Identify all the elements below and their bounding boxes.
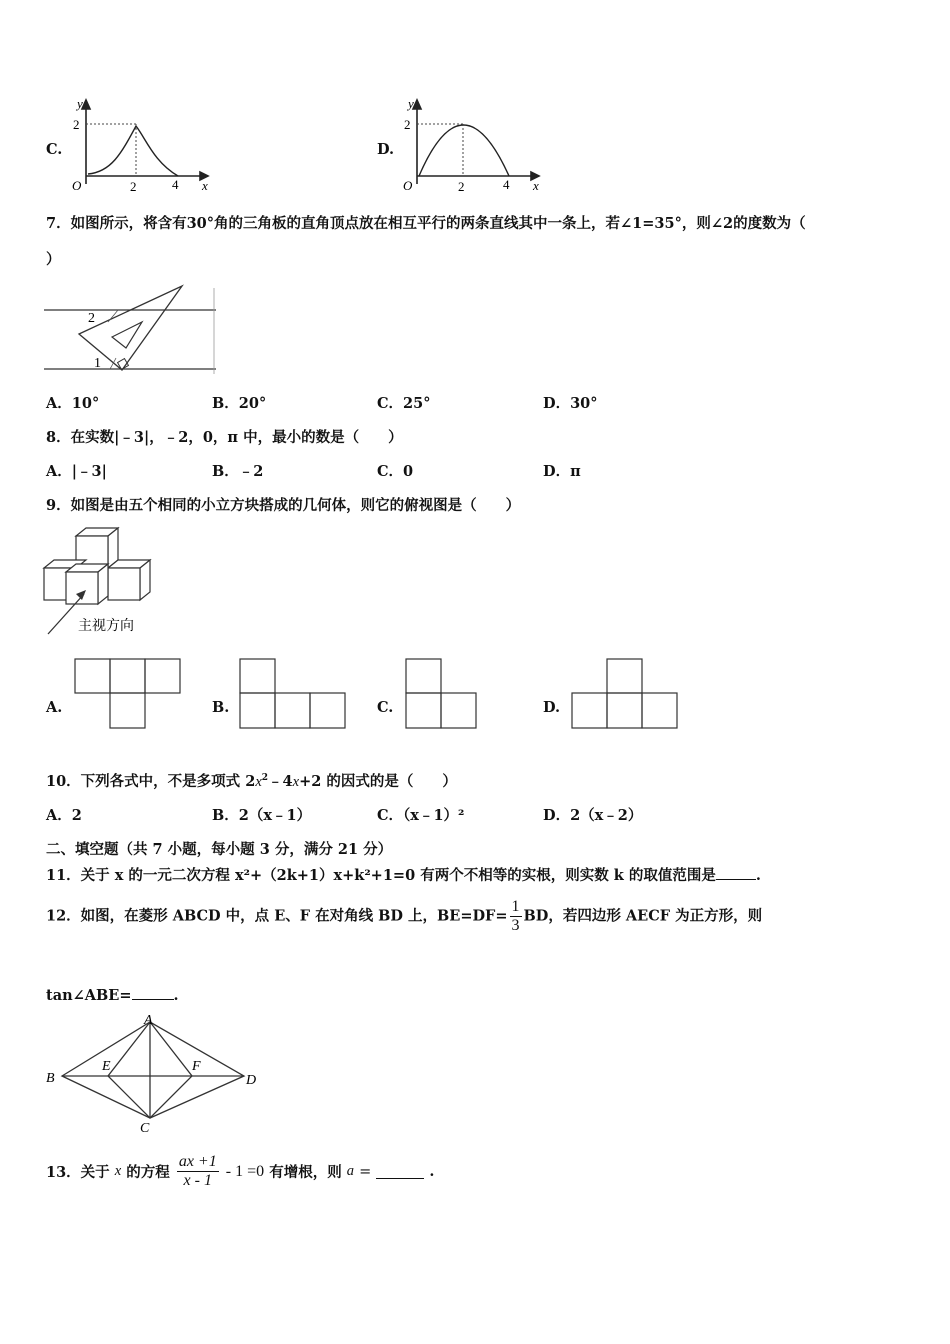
q6-graph-c [66, 94, 216, 192]
q13-stem: 13．关于 x 的方程 $\frac{ax +1}{x - 1}$ - 1 =0 有增根，则 a = . [46, 1153, 435, 1189]
q8-option-d[interactable]: D．π [543, 463, 581, 480]
q9-option-b-view[interactable] [239, 658, 349, 730]
q9-option-a-view[interactable] [74, 658, 184, 730]
tick-x-2: 2 [458, 179, 465, 192]
q12-line2: tan∠ABE= . [46, 987, 179, 1004]
q11-stem: 11．关于 x 的一元二次方程 x²+（2k+1）x+k²+1=0 有两个不相等的实根，则实数 k 的取值范围是 . [46, 867, 761, 884]
q9-cube-figure [42, 522, 162, 638]
q10-option-d[interactable]: D．2（x﹣2） [543, 807, 643, 824]
q9-option-c-label[interactable]: C. [377, 699, 394, 716]
q8-option-a[interactable]: A．|﹣3| [46, 463, 107, 480]
q8-option-b[interactable]: B．﹣2 [212, 463, 264, 480]
q12-stem: 12．如图，在菱形 ABCD 中，点 E、F 在对角线 BD 上，BE=DF= $\frac{1}{3}$ BD，若四边形 AECF 为正方形，则 [46, 898, 763, 934]
point-a-label: A [144, 1013, 153, 1028]
q12-answer-blank[interactable] [132, 985, 174, 1000]
tick-y-2: 2 [404, 117, 411, 132]
axis-x-label: x [533, 178, 539, 192]
origin-label: O [72, 178, 82, 192]
y-arrow-icon [413, 100, 421, 109]
q11-answer-blank[interactable] [716, 865, 756, 880]
q9-stem: 9．如图是由五个相同的小立方块搭成的几何体，则它的俯视图是（ ） [46, 497, 521, 514]
q7-option-c[interactable]: C．25° [377, 395, 431, 412]
point-f-label: F [192, 1059, 201, 1074]
q8-stem: 8．在实数|﹣3|，﹣2，0，π 中，最小的数是（ ） [46, 429, 403, 446]
q6-graph-d [397, 94, 547, 192]
section-2-heading: 二、填空题（共 7 小题，每小题 3 分，满分 21 分） [46, 841, 393, 858]
q10-option-b[interactable]: B．2（x﹣1） [212, 807, 312, 824]
q9-option-a-label[interactable]: A. [46, 699, 63, 716]
q13-fraction: $\frac{ax +1}{x - 1}$ [178, 1153, 217, 1189]
point-e-label: E [102, 1059, 111, 1074]
q6-option-c-label: C. [46, 141, 63, 158]
q7-stem-end: ） [46, 251, 61, 268]
q8-option-c[interactable]: C．0 [377, 463, 414, 480]
curve-d [419, 125, 509, 176]
q9-option-d-view[interactable] [571, 658, 681, 730]
q7-figure [44, 282, 220, 376]
q9-option-c-view[interactable] [405, 658, 481, 730]
view-caption: 主视方向 [78, 619, 134, 634]
curve-c [88, 126, 178, 176]
origin-label: O [403, 178, 413, 192]
point-d-label: D [246, 1073, 257, 1088]
one-third-fraction: $\frac{1}{3}$ [511, 898, 520, 934]
tick-x-4: 4 [503, 177, 510, 192]
q9-option-d-label[interactable]: D. [543, 699, 561, 716]
y-arrow-icon [82, 100, 90, 109]
q6-option-d-label: D. [377, 141, 395, 158]
q7-option-d[interactable]: D．30° [543, 395, 598, 412]
angle-1-label: 1 [94, 356, 101, 371]
q7-stem: 7．如图所示，将含有30°角的三角板的直角顶点放在相互平行的两条直线其中一条上，若∠1=35°，则∠2的度数为（ [46, 215, 806, 232]
q13-answer-blank[interactable] [376, 1164, 424, 1179]
q9-option-b-label[interactable]: B. [212, 699, 230, 716]
tick-x-4: 4 [172, 177, 179, 192]
q7-option-a[interactable]: A．10° [46, 395, 100, 412]
q10-option-c[interactable]: C．（x﹣1）² [377, 807, 465, 824]
point-b-label: B [46, 1071, 55, 1086]
tick-x-2: 2 [130, 179, 137, 192]
q10-stem: 10．下列各式中，不是多项式 $2x^2﹣4x+2$ 的因式的是（ ） [46, 773, 457, 790]
q10-option-a[interactable]: A．2 [46, 807, 82, 824]
axis-y-label: y [77, 96, 83, 111]
rhombus-abcd [62, 1022, 244, 1118]
q12-rhombus-figure [44, 1012, 264, 1136]
q7-option-b[interactable]: B．20° [212, 395, 267, 412]
axis-x-label: x [202, 178, 208, 192]
axis-y-label: y [408, 96, 414, 111]
tick-y-2: 2 [73, 117, 80, 132]
point-c-label: C [140, 1121, 150, 1136]
angle-2-label: 2 [88, 311, 95, 326]
